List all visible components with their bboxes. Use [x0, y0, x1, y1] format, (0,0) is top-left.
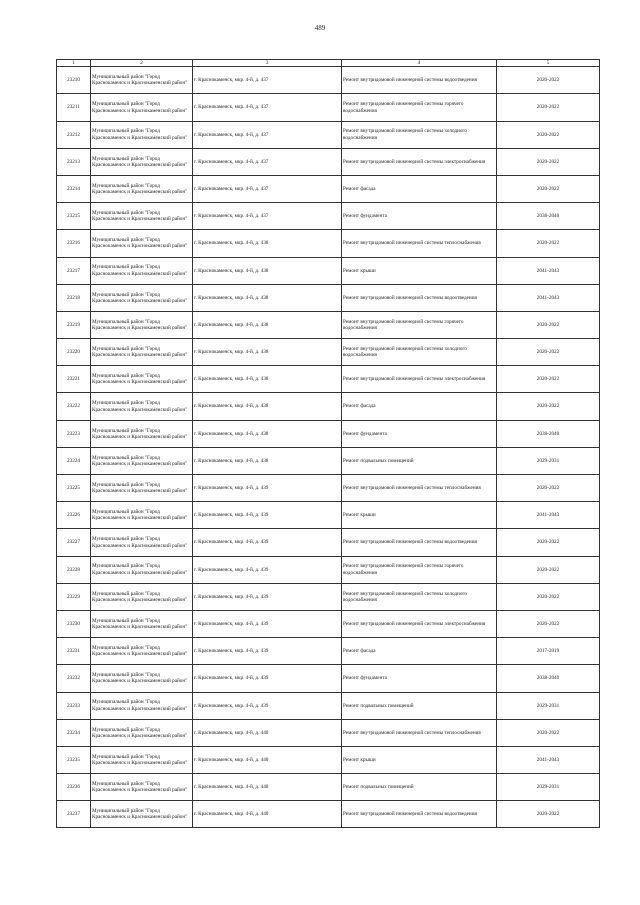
row-number-cell: 23219 — [57, 311, 91, 338]
municipality-cell: Муниципальный район "Город Краснокаменск и Краснокаменский район" — [91, 284, 193, 311]
address-cell: г. Краснокаменск, мкр. 4-й, д. 439 — [193, 502, 342, 529]
work-type-cell: Ремонт фундамента — [342, 420, 497, 447]
address-cell: г. Краснокаменск, мкр. 4-й, д. 438 — [193, 366, 342, 393]
period-cell: 2041-2043 — [497, 746, 600, 773]
table-row — [57, 583, 600, 610]
address-cell: г. Краснокаменск, мкр. 4-й, д. 437 — [193, 148, 342, 175]
period-cell: 2029-2031 — [497, 774, 600, 801]
work-type-cell: Ремонт подвальных помещений — [342, 692, 497, 719]
row-number-cell: 23212 — [57, 121, 91, 148]
period-cell: 2041-2043 — [497, 502, 600, 529]
row-number-cell: 23215 — [57, 203, 91, 230]
table-row — [57, 746, 600, 773]
address-cell: г. Краснокаменск, мкр. 4-й, д. 438 — [193, 311, 342, 338]
work-type-cell: Ремонт внутридомовой инженерной системы теплоснабжения — [342, 230, 497, 257]
table-row — [57, 148, 600, 175]
municipality-cell: Муниципальный район "Город Краснокаменск и Краснокаменский район" — [91, 638, 193, 665]
work-type-cell: Ремонт крыши — [342, 502, 497, 529]
period-cell: 2020-2022 — [497, 393, 600, 420]
work-type-cell: Ремонт внутридомовой инженерной системы водоотведения — [342, 67, 497, 94]
address-cell: г. Краснокаменск, мкр. 4-й, д. 439 — [193, 556, 342, 583]
period-cell: 2020-2022 — [497, 366, 600, 393]
municipality-cell: Муниципальный район "Город Краснокаменск и Краснокаменский район" — [91, 610, 193, 637]
repair-schedule-table — [56, 59, 600, 828]
work-type-cell: Ремонт внутридомовой инженерной системы электроснабжения — [342, 148, 497, 175]
row-number-cell: 23237 — [57, 801, 91, 828]
table-row — [57, 339, 600, 366]
address-cell: г. Краснокаменск, мкр. 4-й, д. 439 — [193, 529, 342, 556]
column-header: 1 — [57, 60, 91, 67]
municipality-cell: Муниципальный район "Город Краснокаменск и Краснокаменский район" — [91, 257, 193, 284]
work-type-cell: Ремонт внутридомовой инженерной системы холодного водоснабжения — [342, 121, 497, 148]
period-cell: 2020-2022 — [497, 475, 600, 502]
row-number-cell: 23214 — [57, 175, 91, 202]
municipality-cell: Муниципальный район "Город Краснокаменск и Краснокаменский район" — [91, 774, 193, 801]
table-row — [57, 638, 600, 665]
address-cell: г. Краснокаменск, мкр. 4-й, д. 439 — [193, 692, 342, 719]
address-cell: г. Краснокаменск, мкр. 4-й, д. 438 — [193, 339, 342, 366]
table-row — [57, 121, 600, 148]
table-row — [57, 665, 600, 692]
row-number-cell: 23233 — [57, 692, 91, 719]
period-cell: 2020-2022 — [497, 121, 600, 148]
address-cell: г. Краснокаменск, мкр. 4-й, д. 438 — [193, 284, 342, 311]
column-number-row — [57, 60, 600, 67]
table-row — [57, 502, 600, 529]
table-row — [57, 284, 600, 311]
work-type-cell: Ремонт внутридомовой инженерной системы теплоснабжения — [342, 475, 497, 502]
work-type-cell: Ремонт фундамента — [342, 203, 497, 230]
row-number-cell: 23235 — [57, 746, 91, 773]
address-cell: г. Краснокаменск, мкр. 4-й, д. 439 — [193, 610, 342, 637]
row-number-cell: 23217 — [57, 257, 91, 284]
table-row — [57, 529, 600, 556]
row-number-cell: 23230 — [57, 610, 91, 637]
municipality-cell: Муниципальный район "Город Краснокаменск и Краснокаменский район" — [91, 339, 193, 366]
table-body — [57, 67, 600, 828]
row-number-cell: 23210 — [57, 67, 91, 94]
address-cell: г. Краснокаменск, мкр. 4-й, д. 440 — [193, 774, 342, 801]
table-row — [57, 801, 600, 828]
municipality-cell: Муниципальный район "Город Краснокаменск и Краснокаменский район" — [91, 393, 193, 420]
table-row — [57, 420, 600, 447]
period-cell: 2020-2022 — [497, 610, 600, 637]
table-row — [57, 393, 600, 420]
work-type-cell: Ремонт внутридомовой инженерной системы горячего водоснабжения — [342, 311, 497, 338]
row-number-cell: 23221 — [57, 366, 91, 393]
period-cell: 2029-2031 — [497, 692, 600, 719]
municipality-cell: Муниципальный район "Город Краснокаменск и Краснокаменский район" — [91, 420, 193, 447]
work-type-cell: Ремонт внутридомовой инженерной системы водоотведения — [342, 801, 497, 828]
period-cell: 2038-2040 — [497, 203, 600, 230]
municipality-cell: Муниципальный район "Город Краснокаменск и Краснокаменский район" — [91, 203, 193, 230]
work-type-cell: Ремонт фасада — [342, 638, 497, 665]
row-number-cell: 23227 — [57, 529, 91, 556]
table-row — [57, 610, 600, 637]
table-row — [57, 257, 600, 284]
work-type-cell: Ремонт фасада — [342, 175, 497, 202]
work-type-cell: Ремонт крыши — [342, 257, 497, 284]
row-number-cell: 23236 — [57, 774, 91, 801]
address-cell: г. Краснокаменск, мкр. 4-й, д. 437 — [193, 203, 342, 230]
row-number-cell: 23226 — [57, 502, 91, 529]
address-cell: г. Краснокаменск, мкр. 4-й, д. 437 — [193, 175, 342, 202]
work-type-cell: Ремонт внутридомовой инженерной системы горячего водоснабжения — [342, 556, 497, 583]
table-row — [57, 774, 600, 801]
row-number-cell: 23218 — [57, 284, 91, 311]
table-row — [57, 175, 600, 202]
work-type-cell: Ремонт внутридомовой инженерной системы горячего водоснабжения — [342, 94, 497, 121]
period-cell: 2020-2022 — [497, 67, 600, 94]
address-cell: г. Краснокаменск, мкр. 4-й, д. 439 — [193, 475, 342, 502]
work-type-cell: Ремонт внутридомовой инженерной системы электроснабжения — [342, 610, 497, 637]
municipality-cell: Муниципальный район "Город Краснокаменск и Краснокаменский район" — [91, 502, 193, 529]
row-number-cell: 23224 — [57, 447, 91, 474]
address-cell: г. Краснокаменск, мкр. 4-й, д. 438 — [193, 420, 342, 447]
table-row — [57, 719, 600, 746]
period-cell: 2020-2022 — [497, 339, 600, 366]
table-row — [57, 67, 600, 94]
address-cell: г. Краснокаменск, мкр. 4-й, д. 437 — [193, 121, 342, 148]
address-cell: г. Краснокаменск, мкр. 4-й, д. 439 — [193, 583, 342, 610]
period-cell: 2020-2022 — [497, 583, 600, 610]
address-cell: г. Краснокаменск, мкр. 4-й, д. 440 — [193, 801, 342, 828]
table-row — [57, 311, 600, 338]
period-cell: 2020-2022 — [497, 230, 600, 257]
table-row — [57, 556, 600, 583]
table-row — [57, 692, 600, 719]
table-row — [57, 230, 600, 257]
period-cell: 2020-2022 — [497, 311, 600, 338]
municipality-cell: Муниципальный район "Город Краснокаменск и Краснокаменский район" — [91, 148, 193, 175]
address-cell: г. Краснокаменск, мкр. 4-й, д. 438 — [193, 393, 342, 420]
municipality-cell: Муниципальный район "Город Краснокаменск и Краснокаменский район" — [91, 94, 193, 121]
period-cell: 2038-2040 — [497, 665, 600, 692]
period-cell: 2041-2043 — [497, 284, 600, 311]
municipality-cell: Муниципальный район "Город Краснокаменск и Краснокаменский район" — [91, 311, 193, 338]
row-number-cell: 23213 — [57, 148, 91, 175]
address-cell: г. Краснокаменск, мкр. 4-й, д. 438 — [193, 257, 342, 284]
work-type-cell: Ремонт внутридомовой инженерной системы теплоснабжения — [342, 719, 497, 746]
row-number-cell: 23232 — [57, 665, 91, 692]
municipality-cell: Муниципальный район "Город Краснокаменск и Краснокаменский район" — [91, 719, 193, 746]
row-number-cell: 23222 — [57, 393, 91, 420]
row-number-cell: 23211 — [57, 94, 91, 121]
municipality-cell: Муниципальный район "Город Краснокаменск и Краснокаменский район" — [91, 175, 193, 202]
column-header: 3 — [193, 60, 342, 67]
work-type-cell: Ремонт внутридомовой инженерной системы водоотведения — [342, 284, 497, 311]
row-number-cell: 23220 — [57, 339, 91, 366]
row-number-cell: 23231 — [57, 638, 91, 665]
municipality-cell: Муниципальный район "Город Краснокаменск и Краснокаменский район" — [91, 583, 193, 610]
column-header: 5 — [497, 60, 600, 67]
address-cell: г. Краснокаменск, мкр. 4-й, д. 439 — [193, 638, 342, 665]
row-number-cell: 23223 — [57, 420, 91, 447]
address-cell: г. Краснокаменск, мкр. 4-й, д. 437 — [193, 67, 342, 94]
table-row — [57, 94, 600, 121]
municipality-cell: Муниципальный район "Город Краснокаменск и Краснокаменский район" — [91, 121, 193, 148]
municipality-cell: Муниципальный район "Город Краснокаменск и Краснокаменский район" — [91, 556, 193, 583]
work-type-cell: Ремонт внутридомовой инженерной системы электроснабжения — [342, 366, 497, 393]
period-cell: 2020-2022 — [497, 148, 600, 175]
work-type-cell: Ремонт крыши — [342, 746, 497, 773]
row-number-cell: 23229 — [57, 583, 91, 610]
period-cell: 2017-2019 — [497, 638, 600, 665]
table-row — [57, 475, 600, 502]
period-cell: 2020-2022 — [497, 719, 600, 746]
address-cell: г. Краснокаменск, мкр. 4-й, д. 438 — [193, 230, 342, 257]
table-row — [57, 203, 600, 230]
period-cell: 2038-2040 — [497, 420, 600, 447]
row-number-cell: 23228 — [57, 556, 91, 583]
period-cell: 2029-2031 — [497, 447, 600, 474]
period-cell: 2020-2022 — [497, 556, 600, 583]
work-type-cell: Ремонт подвальных помещений — [342, 774, 497, 801]
address-cell: г. Краснокаменск, мкр. 4-й, д. 439 — [193, 665, 342, 692]
period-cell: 2020-2022 — [497, 94, 600, 121]
work-type-cell: Ремонт внутридомовой инженерной системы холодного водоснабжения — [342, 339, 497, 366]
municipality-cell: Муниципальный район "Город Краснокаменск и Краснокаменский район" — [91, 447, 193, 474]
municipality-cell: Муниципальный район "Город Краснокаменск и Краснокаменский район" — [91, 366, 193, 393]
municipality-cell: Муниципальный район "Город Краснокаменск и Краснокаменский район" — [91, 746, 193, 773]
municipality-cell: Муниципальный район "Город Краснокаменск и Краснокаменский район" — [91, 801, 193, 828]
row-number-cell: 23225 — [57, 475, 91, 502]
municipality-cell: Муниципальный район "Город Краснокаменск и Краснокаменский район" — [91, 475, 193, 502]
period-cell: 2020-2022 — [497, 529, 600, 556]
work-type-cell: Ремонт внутридомовой инженерной системы водоотведения — [342, 529, 497, 556]
column-header: 4 — [342, 60, 497, 67]
table-row — [57, 447, 600, 474]
address-cell: г. Краснокаменск, мкр. 4-й, д. 438 — [193, 447, 342, 474]
period-cell: 2041-2043 — [497, 257, 600, 284]
municipality-cell: Муниципальный район "Город Краснокаменск и Краснокаменский район" — [91, 230, 193, 257]
municipality-cell: Муниципальный район "Город Краснокаменск и Краснокаменский район" — [91, 529, 193, 556]
municipality-cell: Муниципальный район "Город Краснокаменск и Краснокаменский район" — [91, 692, 193, 719]
municipality-cell: Муниципальный район "Город Краснокаменск и Краснокаменский район" — [91, 665, 193, 692]
period-cell: 2020-2022 — [497, 175, 600, 202]
address-cell: г. Краснокаменск, мкр. 4-й, д. 440 — [193, 746, 342, 773]
municipality-cell: Муниципальный район "Город Краснокаменск и Краснокаменский район" — [91, 67, 193, 94]
row-number-cell: 23234 — [57, 719, 91, 746]
column-header: 2 — [91, 60, 193, 67]
page-number: 489 — [314, 24, 326, 32]
work-type-cell: Ремонт фундамента — [342, 665, 497, 692]
work-type-cell: Ремонт подвальных помещений — [342, 447, 497, 474]
row-number-cell: 23216 — [57, 230, 91, 257]
period-cell: 2020-2022 — [497, 801, 600, 828]
work-type-cell: Ремонт внутридомовой инженерной системы холодного водоснабжения — [342, 583, 497, 610]
address-cell: г. Краснокаменск, мкр. 4-й, д. 437 — [193, 94, 342, 121]
work-type-cell: Ремонт фасада — [342, 393, 497, 420]
table-row — [57, 366, 600, 393]
address-cell: г. Краснокаменск, мкр. 4-й, д. 440 — [193, 719, 342, 746]
